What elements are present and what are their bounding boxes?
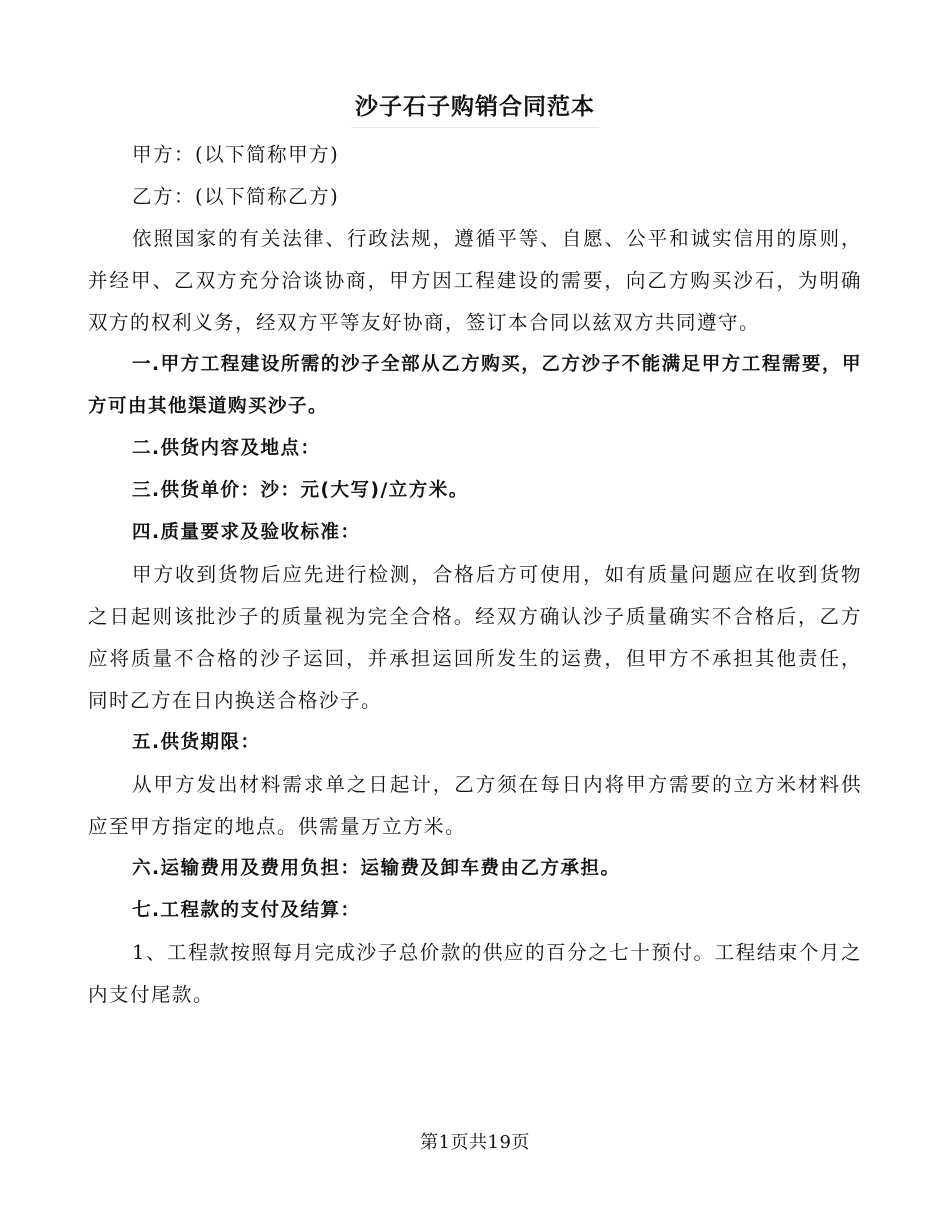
quality-paragraph: 甲方收到货物后应先进行检测，合格后方可使用，如有质量问题应在收到货物之日起则该批沙子的质量视为完全合格。经双方确认沙子质量确实不合格后，乙方应将质量不合格的沙子运回，并承担运回所发生的运费，但甲方不承担其他责任，同时乙方在日内换送合格沙子。 <box>88 563 862 712</box>
page-number: 第1页共19页 <box>420 1132 530 1153</box>
title-container <box>0 88 950 128</box>
clause-6-heading: 六.运输费用及费用负担：运输费及卸车费由乙方承担。 <box>132 858 621 879</box>
clause-5-heading: 五.供货期限： <box>132 732 261 753</box>
clause-4-heading: 四.质量要求及验收标准： <box>132 522 361 543</box>
clause-2-heading: 二.供货内容及地点： <box>132 438 321 459</box>
document-title: 沙子石子购销合同范本 <box>351 88 599 128</box>
supply-period-paragraph: 从甲方发出材料需求单之日起计，乙方须在每日内将甲方需要的立方米材料供应至甲方指定的地点。供需量万立方米。 <box>88 773 862 838</box>
party-b-line: 乙方：(以下简称乙方) <box>132 185 340 208</box>
document-body <box>88 134 862 1016</box>
clause-1-paragraph: 一.甲方工程建设所需的沙子全部从乙方购买，乙方沙子不能满足甲方工程需要，甲方可由其他渠道购买沙子。 <box>88 354 862 417</box>
preamble-paragraph: 依照国家的有关法律、行政法规，遵循平等、自愿、公平和诚实信用的原则，并经甲、乙双方充分洽谈协商，甲方因工程建设的需要，向乙方购买沙石，为明确双方的权利义务，经双方平等友好协商，签订本合同以兹双方共同遵守。 <box>88 227 862 334</box>
payment-paragraph: 1、工程款按照每月完成沙子总价款的供应的百分之七十预付。工程结束个月之内支付尾款。 <box>88 941 862 1006</box>
party-a-line: 甲方：(以下简称甲方) <box>132 143 340 166</box>
clause-7-heading: 七.工程款的支付及结算： <box>132 900 361 921</box>
clause-3-heading: 三.供货单价：沙：元(大写)/立方米。 <box>132 480 469 501</box>
